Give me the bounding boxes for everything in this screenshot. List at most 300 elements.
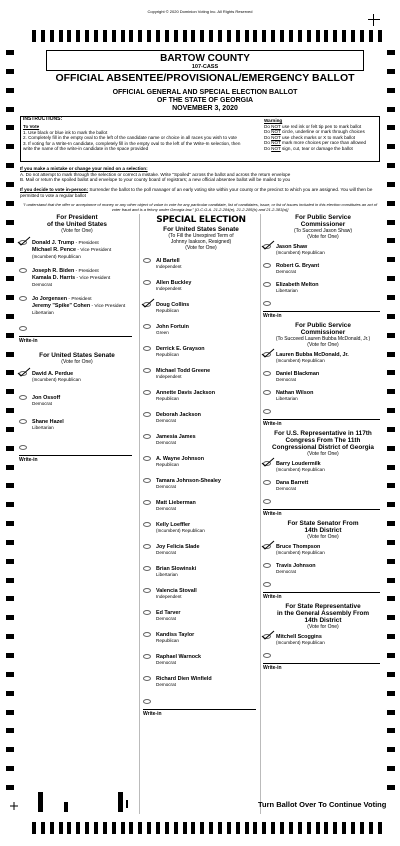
vote-oval[interactable] bbox=[143, 346, 151, 351]
candidate-party: Democrat bbox=[156, 550, 176, 555]
candidate-party: Democrat bbox=[276, 569, 296, 574]
warning-item bbox=[264, 146, 379, 152]
timing-mark bbox=[245, 30, 249, 42]
warning-text: circle, underline or mark through choices bbox=[280, 129, 365, 134]
candidate-option[interactable] bbox=[18, 240, 136, 262]
candidate-name-text: Matt Lieberman bbox=[156, 500, 196, 506]
candidate-option[interactable] bbox=[142, 368, 260, 383]
timing-mark bbox=[316, 30, 320, 42]
timing-mark bbox=[324, 822, 328, 834]
candidate-name bbox=[32, 296, 136, 303]
timing-mark bbox=[387, 785, 395, 790]
candidate-name-text: Jon Ossoff bbox=[32, 395, 61, 401]
timing-mark bbox=[387, 144, 395, 149]
timing-mark bbox=[218, 822, 222, 834]
vote-oval[interactable] bbox=[143, 434, 151, 439]
checkmark-icon bbox=[261, 540, 275, 550]
checkmark-icon bbox=[261, 240, 275, 250]
in-person-instructions bbox=[20, 187, 380, 198]
timing-mark bbox=[387, 408, 395, 413]
timing-mark bbox=[387, 596, 395, 601]
special-senate-candidates bbox=[142, 258, 260, 691]
vote-for-label: (Vote for One) bbox=[61, 228, 93, 234]
timing-mark bbox=[67, 30, 71, 42]
candidate-option[interactable] bbox=[142, 522, 260, 537]
timing-mark bbox=[6, 182, 14, 187]
checkmark-stroke bbox=[262, 541, 274, 549]
candidate-role: - President bbox=[74, 241, 99, 246]
candidate-option[interactable] bbox=[262, 263, 384, 278]
candidate-name-text: John Fortuin bbox=[156, 324, 189, 330]
candidate-option[interactable] bbox=[262, 282, 384, 297]
ballot-column-3 bbox=[262, 214, 384, 670]
county-header bbox=[46, 50, 364, 71]
write-in-label: Write-in bbox=[263, 594, 282, 600]
timing-mark bbox=[6, 163, 14, 168]
vote-oval[interactable] bbox=[263, 499, 271, 504]
vote-oval[interactable] bbox=[143, 258, 151, 263]
candidate-name-text: Shane Hazel bbox=[32, 419, 64, 425]
vote-oval[interactable] bbox=[263, 282, 271, 287]
candidate-option[interactable] bbox=[18, 395, 136, 413]
candidate-party: Democrat bbox=[276, 486, 296, 491]
timing-mark bbox=[387, 314, 395, 319]
timing-mark bbox=[59, 30, 63, 42]
timing-mark bbox=[41, 30, 45, 42]
candidate-option[interactable] bbox=[262, 544, 384, 559]
ballot-subtitle-1: OFFICIAL GENERAL AND SPECIAL ELECTION BALLOT bbox=[112, 89, 298, 96]
timing-mark bbox=[6, 615, 14, 620]
checkmark-stroke bbox=[262, 241, 274, 249]
candidate-party: (Incumbent) Republican bbox=[276, 250, 325, 255]
timing-mark bbox=[76, 30, 80, 42]
candidate-option[interactable] bbox=[262, 480, 384, 495]
vote-for-label: (Vote for One) bbox=[307, 234, 339, 240]
vote-oval[interactable] bbox=[143, 500, 151, 505]
timing-mark bbox=[387, 728, 395, 733]
vote-for-label: (Vote for One) bbox=[185, 245, 217, 251]
candidate-party: Independent bbox=[156, 594, 182, 599]
timing-mark bbox=[6, 465, 14, 470]
timing-mark bbox=[156, 822, 160, 834]
write-in-label: Write-in bbox=[263, 313, 282, 319]
candidate-party: Democrat bbox=[276, 377, 296, 382]
timing-mark bbox=[324, 30, 328, 42]
instruction-step: 2. Completely fill in the empty oval to the left of the candidate name or choice in all races you wish to vote bbox=[23, 135, 237, 140]
timing-mark bbox=[6, 144, 14, 149]
candidate-option[interactable] bbox=[142, 302, 260, 317]
vote-oval[interactable] bbox=[19, 268, 27, 273]
candidate-name-text: Tamara Johnson-Shealey bbox=[156, 478, 221, 484]
candidate-party: (Incumbent) Republican bbox=[32, 254, 81, 259]
timing-mark bbox=[245, 822, 249, 834]
warning-text: Do bbox=[264, 129, 272, 134]
candidate-name-text: Elizabeth Melton bbox=[276, 282, 319, 288]
candidate-option[interactable] bbox=[18, 371, 136, 389]
race-title: in the General Assembly From bbox=[276, 610, 370, 617]
timing-mark bbox=[32, 30, 36, 42]
candidate-option[interactable] bbox=[142, 566, 260, 581]
checkmark-stroke bbox=[262, 349, 274, 357]
timing-mark bbox=[6, 766, 14, 771]
timing-mark bbox=[6, 408, 14, 413]
candidate-option[interactable] bbox=[262, 390, 384, 405]
warning-text: Do bbox=[264, 145, 272, 151]
copyright-notice: Copyright © 2020 Dominion Voting Inc. All Rights Reserved bbox=[147, 9, 253, 14]
bottom-timing-marks bbox=[32, 822, 382, 834]
candidate-name-text: Deborah Jackson bbox=[156, 412, 201, 418]
race-title: For State Representative bbox=[285, 603, 361, 610]
timing-mark bbox=[200, 30, 204, 42]
candidate-name-text: Robert G. Bryant bbox=[276, 263, 320, 269]
election-date: NOVEMBER 3, 2020 bbox=[172, 105, 238, 112]
candidate-option[interactable] bbox=[142, 654, 260, 669]
state-rep-candidates bbox=[262, 634, 384, 649]
vote-oval[interactable] bbox=[143, 522, 151, 527]
timing-mark bbox=[67, 822, 71, 834]
vote-oval[interactable] bbox=[263, 409, 271, 414]
write-in-line bbox=[263, 311, 380, 312]
timing-mark bbox=[6, 69, 14, 74]
candidate-name-text: Brian Slowinski bbox=[156, 566, 197, 572]
timing-mark bbox=[6, 559, 14, 564]
candidate-option[interactable] bbox=[142, 544, 260, 559]
race-title: Congressional District of Georgia bbox=[272, 444, 374, 451]
candidate-name-text: Kandiss Taylor bbox=[156, 632, 195, 638]
state-senate-candidates bbox=[262, 544, 384, 578]
timing-mark bbox=[41, 822, 45, 834]
vote-oval[interactable] bbox=[143, 566, 151, 571]
vote-oval[interactable] bbox=[263, 371, 271, 376]
warning-text: NOT bbox=[271, 123, 281, 129]
vote-oval[interactable] bbox=[263, 480, 271, 485]
timing-mark bbox=[387, 427, 395, 432]
timing-mark bbox=[307, 822, 311, 834]
timing-mark bbox=[387, 483, 395, 488]
candidate-option[interactable] bbox=[142, 676, 260, 691]
candidate-option[interactable] bbox=[18, 419, 136, 437]
candidate-option[interactable] bbox=[262, 371, 384, 386]
write-in-option[interactable] bbox=[18, 326, 136, 344]
warning-text: Do bbox=[264, 140, 272, 145]
candidate-party: Independent bbox=[156, 374, 182, 379]
running-mate-role: - Vice President bbox=[76, 248, 112, 253]
write-in-line bbox=[263, 663, 380, 664]
timing-mark bbox=[271, 822, 275, 834]
write-in-option[interactable] bbox=[262, 499, 384, 516]
in-person-text: Surrender the ballot to the poll manager of an early voting site within your county or the precinct to which you are assigned. You will then be permitted to vote a regular ballot bbox=[20, 187, 373, 198]
candidate-option[interactable] bbox=[142, 324, 260, 339]
timing-mark bbox=[387, 201, 395, 206]
warning-text: Do bbox=[264, 134, 272, 140]
candidate-option[interactable] bbox=[142, 610, 260, 625]
timing-mark bbox=[129, 822, 133, 834]
write-in-option[interactable] bbox=[142, 699, 260, 717]
timing-mark bbox=[387, 50, 395, 55]
timing-mark bbox=[342, 822, 346, 834]
warning-text: sign, cut, tear or damage the ballot bbox=[280, 145, 353, 151]
mistake-step-a: A. Do not attempt to mark through the selection or correct a mistake. Write "Spoiled" across the ballot and across the return envelope bbox=[20, 171, 291, 177]
race-title: 14th District bbox=[304, 527, 342, 534]
candidate-option[interactable] bbox=[262, 563, 384, 578]
write-in-option[interactable] bbox=[262, 409, 384, 426]
ballot-type-title: OFFICIAL ABSENTEE/PROVISIONAL/EMERGENCY BALLOT bbox=[55, 72, 355, 84]
checkmark-icon bbox=[261, 457, 275, 467]
candidate-party: Democrat bbox=[156, 418, 176, 423]
candidate-option[interactable] bbox=[262, 352, 384, 367]
candidate-name bbox=[32, 268, 136, 275]
vote-oval[interactable] bbox=[19, 395, 27, 400]
candidate-name-text: Raphael Warnock bbox=[156, 654, 202, 660]
write-in-option[interactable] bbox=[262, 653, 384, 670]
timing-mark bbox=[298, 822, 302, 834]
candidate-option[interactable] bbox=[142, 456, 260, 471]
candidate-party: (Incumbent) Republican bbox=[276, 640, 325, 645]
candidate-option[interactable] bbox=[142, 632, 260, 647]
candidate-option[interactable] bbox=[142, 412, 260, 427]
timing-mark bbox=[387, 69, 395, 74]
vote-oval[interactable] bbox=[143, 412, 151, 417]
timing-mark bbox=[360, 30, 364, 42]
timing-mark bbox=[112, 822, 116, 834]
candidate-option[interactable] bbox=[142, 500, 260, 515]
candidate-option[interactable] bbox=[262, 634, 384, 649]
instruction-step: 1. Use black or blue ink to mark the ballot bbox=[23, 129, 108, 135]
timing-mark bbox=[236, 30, 240, 42]
write-in-label: Write-in bbox=[19, 338, 38, 344]
timing-mark bbox=[200, 822, 204, 834]
candidate-option[interactable] bbox=[262, 461, 384, 476]
candidate-option[interactable] bbox=[18, 296, 136, 318]
vote-oval[interactable] bbox=[143, 632, 151, 637]
timing-mark bbox=[387, 710, 395, 715]
candidate-option[interactable] bbox=[262, 244, 384, 259]
vote-oval[interactable] bbox=[263, 390, 271, 395]
candidate-party: Republican bbox=[156, 396, 179, 401]
write-in-label: Write-in bbox=[263, 421, 282, 427]
vote-for-label: (Vote for One) bbox=[307, 624, 339, 630]
race-title: For United States Senate bbox=[163, 226, 239, 233]
write-in-line bbox=[19, 455, 132, 456]
warning-text: Do bbox=[264, 123, 272, 129]
timing-mark bbox=[129, 30, 133, 42]
timing-mark bbox=[289, 30, 293, 42]
timing-mark bbox=[387, 559, 395, 564]
candidate-name-text: Kelly Loeffler bbox=[156, 522, 191, 528]
vote-oval[interactable] bbox=[19, 419, 27, 424]
checkmark-icon bbox=[261, 348, 275, 358]
timing-mark bbox=[156, 30, 160, 42]
warning-text: NOT bbox=[271, 129, 281, 134]
timing-mark bbox=[50, 30, 54, 42]
candidate-party: Democrat bbox=[156, 440, 176, 445]
candidate-role: - President bbox=[67, 297, 92, 302]
write-in-line bbox=[263, 509, 380, 510]
write-in-label: Write-in bbox=[143, 711, 162, 717]
candidate-option[interactable] bbox=[142, 346, 260, 361]
write-in-option[interactable] bbox=[18, 445, 136, 463]
vote-oval[interactable] bbox=[143, 676, 151, 681]
candidate-party: Democrat bbox=[156, 660, 176, 665]
column-divider bbox=[260, 214, 261, 814]
race-subtitle: (To Fill the Unexpired Term of bbox=[168, 233, 234, 239]
timing-mark bbox=[6, 634, 14, 639]
candidate-party: Democrat bbox=[32, 282, 52, 287]
vote-oval[interactable] bbox=[263, 582, 271, 587]
timing-mark bbox=[378, 30, 382, 42]
vote-oval[interactable] bbox=[143, 478, 151, 483]
timing-mark bbox=[121, 30, 125, 42]
timing-mark bbox=[387, 182, 395, 187]
race-title: For U.S. Representative in 117th bbox=[274, 430, 372, 437]
mistake-step-b: B. Mail or return the spoiled ballot and envelope to your county board of registrars; a new official absentee ballot will be mailed to you bbox=[20, 177, 291, 182]
checkmark-stroke bbox=[262, 458, 274, 466]
timing-mark bbox=[6, 483, 14, 488]
vote-oval[interactable] bbox=[263, 563, 271, 568]
timing-mark bbox=[387, 540, 395, 545]
vote-oval[interactable] bbox=[19, 296, 27, 301]
checkmark-icon bbox=[17, 236, 31, 246]
timing-mark bbox=[387, 521, 395, 526]
candidate-option[interactable] bbox=[142, 258, 260, 273]
race-title: 14th District bbox=[304, 617, 342, 624]
column-divider bbox=[139, 214, 140, 814]
vote-oval[interactable] bbox=[143, 456, 151, 461]
candidate-name-text: Daniel Blackman bbox=[276, 371, 320, 377]
candidate-name-text: Dana Barrett bbox=[276, 480, 309, 486]
candidate-party: Democrat bbox=[32, 401, 52, 406]
vote-oval[interactable] bbox=[143, 368, 151, 373]
vote-oval[interactable] bbox=[143, 324, 151, 329]
timing-mark bbox=[316, 822, 320, 834]
instructions-box bbox=[20, 116, 380, 162]
candidate-option[interactable] bbox=[142, 434, 260, 449]
to-vote-instructions bbox=[23, 124, 248, 152]
vote-oval[interactable] bbox=[143, 610, 151, 615]
race-title: For State Senator From bbox=[287, 520, 359, 527]
vote-oval[interactable] bbox=[263, 653, 271, 658]
timing-mark bbox=[6, 785, 14, 790]
timing-mark bbox=[6, 88, 14, 93]
vote-for-label: (Vote for One) bbox=[61, 359, 93, 365]
vote-oval[interactable] bbox=[143, 280, 151, 285]
candidate-name-text: Richard Dien Winfield bbox=[156, 676, 212, 682]
timing-mark bbox=[342, 30, 346, 42]
timing-mark bbox=[94, 822, 98, 834]
running-mate-name-text: Michael R. Pence bbox=[32, 247, 77, 253]
candidate-name-text: Allen Buckley bbox=[156, 280, 192, 286]
timing-mark bbox=[6, 672, 14, 677]
candidate-party: Libertarian bbox=[156, 572, 178, 577]
candidate-name-text: Bruce Thompson bbox=[276, 544, 321, 550]
timing-mark bbox=[59, 822, 63, 834]
candidate-option[interactable] bbox=[18, 268, 136, 290]
timing-mark bbox=[6, 596, 14, 601]
candidate-option[interactable] bbox=[142, 588, 260, 603]
timing-mark bbox=[227, 30, 231, 42]
top-timing-marks bbox=[32, 30, 382, 42]
candidate-party: Libertarian bbox=[276, 396, 298, 401]
timing-mark bbox=[333, 822, 337, 834]
timing-mark bbox=[85, 822, 89, 834]
timing-mark bbox=[50, 822, 54, 834]
vote-oval[interactable] bbox=[263, 263, 271, 268]
timing-mark bbox=[165, 30, 169, 42]
vote-oval[interactable] bbox=[143, 390, 151, 395]
vote-oval[interactable] bbox=[263, 301, 271, 306]
candidate-name-text: Donald J. Trump bbox=[32, 240, 75, 246]
candidate-option[interactable] bbox=[142, 280, 260, 295]
psc2-candidates bbox=[262, 352, 384, 405]
timing-mark bbox=[387, 446, 395, 451]
vote-oval[interactable] bbox=[143, 544, 151, 549]
timing-mark bbox=[351, 822, 355, 834]
vote-oval[interactable] bbox=[143, 699, 151, 704]
race-subtitle: Johnny Isakson, Resigned) bbox=[170, 239, 232, 245]
candidate-name-text: Valencia Stovall bbox=[156, 588, 197, 594]
id-mark bbox=[64, 802, 68, 812]
candidate-option[interactable] bbox=[142, 390, 260, 405]
vote-oval[interactable] bbox=[19, 445, 27, 450]
us-rep-candidates bbox=[262, 461, 384, 495]
write-in-option[interactable] bbox=[262, 301, 384, 318]
candidate-name-text: Annette Davis Jackson bbox=[156, 390, 216, 396]
timing-mark bbox=[76, 822, 80, 834]
timing-mark bbox=[387, 163, 395, 168]
candidate-option[interactable] bbox=[142, 478, 260, 493]
timing-mark bbox=[209, 30, 213, 42]
timing-mark bbox=[387, 276, 395, 281]
warning-title: Warning bbox=[264, 118, 283, 123]
candidate-party: Independent bbox=[156, 286, 182, 291]
timing-mark bbox=[6, 691, 14, 696]
timing-mark bbox=[351, 30, 355, 42]
timing-mark bbox=[209, 822, 213, 834]
candidate-name-text: Mitchell Scoggins bbox=[276, 634, 322, 640]
right-timing-marks bbox=[387, 50, 395, 790]
vote-for-label: (Vote for One) bbox=[307, 342, 339, 348]
write-in-line bbox=[263, 592, 380, 593]
legal-notice: "I understand that the offer or acceptance of money or any other object of value to vote for any particular candidate, list of candidates, issue, or list of issues included in this election constitutes an act of voter fraud and is a felony under Georgia law." [O.C.G.A. 21-2-284(e), 21-2-285(h) and 21-2-383(a)] bbox=[22, 202, 378, 212]
candidate-party: Democrat bbox=[156, 506, 176, 511]
timing-mark bbox=[387, 370, 395, 375]
warning-text: mark more choices per race than allowed bbox=[280, 140, 367, 145]
checkmark-icon bbox=[17, 367, 31, 377]
candidate-name-text: Doug Collins bbox=[156, 302, 190, 308]
vote-oval[interactable] bbox=[143, 654, 151, 659]
vote-for-label: (Vote for One) bbox=[307, 534, 339, 540]
running-mate-name bbox=[32, 303, 136, 310]
timing-mark bbox=[183, 30, 187, 42]
timing-mark bbox=[387, 578, 395, 583]
to-vote-title: To Vote bbox=[23, 124, 40, 129]
timing-mark bbox=[6, 521, 14, 526]
instructions-title: INSTRUCTIONS: bbox=[23, 116, 63, 122]
write-in-label: Write-in bbox=[263, 665, 282, 671]
timing-mark bbox=[174, 30, 178, 42]
race-title: Congress From The 11th bbox=[285, 437, 361, 444]
vote-oval[interactable] bbox=[19, 326, 27, 331]
timing-mark bbox=[387, 238, 395, 243]
candidate-party: Republican bbox=[156, 638, 179, 643]
vote-oval[interactable] bbox=[143, 588, 151, 593]
write-in-option[interactable] bbox=[262, 582, 384, 599]
timing-mark bbox=[333, 30, 337, 42]
id-mark bbox=[126, 800, 128, 808]
checkmark-icon bbox=[261, 630, 275, 640]
timing-mark bbox=[6, 295, 14, 300]
timing-mark bbox=[6, 125, 14, 130]
